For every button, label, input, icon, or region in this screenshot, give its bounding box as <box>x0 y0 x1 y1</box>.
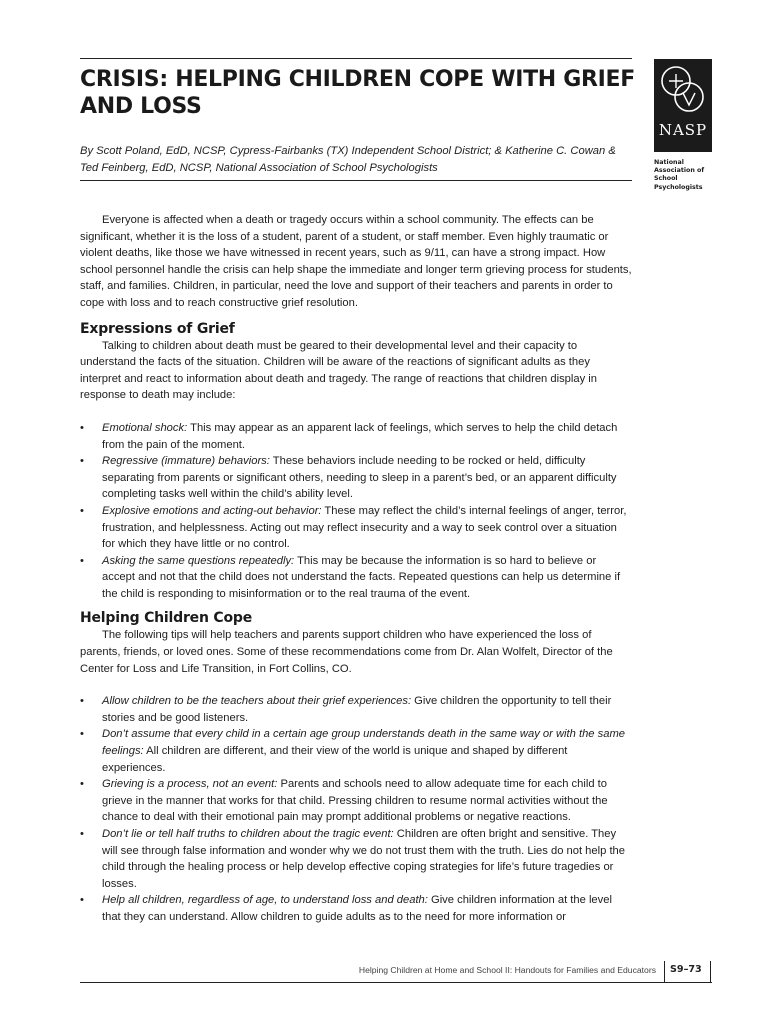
byline-line-2: Ted Feinberg, EdD, NCSP, National Association of School Psychologists <box>80 161 438 174</box>
top-rule <box>80 58 632 59</box>
footer-title: Helping Children at Home and School II: Handouts for Families and Educators <box>358 965 656 975</box>
bullet-text: These behaviors include needing to be rocked or held, difficulty separating from parents or significant others, needing to sleep in a parent’s bed, or an apparent difficulty completing tasks well within the child’s ability level. <box>102 455 617 501</box>
bullet-term: Regressive (immature) behaviors: <box>102 455 270 468</box>
bullet-text: These may reflect the child’s internal feelings of anger, terror, frustration, and helplessness. Acting out may reflect insecurity and a way to seek control over a situation for which they have little or no control. <box>102 504 627 551</box>
logo-emblem-icon <box>654 59 712 121</box>
byline <box>80 143 640 176</box>
org-line: Association of <box>654 167 705 175</box>
bullet-text: Children are often bright and sensitive. They will see through false information and wonder why we do not trust them with the truth. Lies do not help the child through the healing process or help develop effective coping strategies for life’s future tragedies or losses. <box>102 828 625 890</box>
list-item: • Allow children to be the teachers about their grief experiences: Give children the opportunity to tell their stories and be good listeners. <box>80 695 612 724</box>
section-heading-expressions: Expressions of Grief <box>80 320 235 337</box>
section2-intro: The following tips will help teachers and parents support children who have experienced the loss of parents, friends, or loved ones. Some of these recommendations come from Dr. Alan Wolfelt, Director of the Center for Loss and Life Transition, in Fort Collins, CO. <box>80 629 613 675</box>
bullet-term: Don’t assume that every child in a certain age group understands death in the same way or with the same feelings: <box>102 728 625 758</box>
bullet-term: Asking the same questions repeatedly: <box>102 554 295 567</box>
bullet-term: Grieving is a process, not an event: <box>102 778 278 791</box>
bullet-text: Give children the opportunity to tell their stories and be good listeners. <box>102 695 612 724</box>
bullet-term: Allow children to be the teachers about their grief experiences: <box>102 695 412 708</box>
organization-name <box>654 159 754 192</box>
byline-line-1: By Scott Poland, EdD, NCSP, Cypress-Fairbanks (TX) Independent School District; & Katherine C. Cowan & <box>80 145 616 157</box>
header-bottom-rule <box>80 180 632 181</box>
list-item: • Help all children, regardless of age, to understand loss and death: Give children information at the level that they can understand. Allow children to guide adults as to the need for more information or <box>80 894 612 923</box>
coping-tips-list <box>80 693 632 925</box>
org-line: Psychologists <box>654 183 703 191</box>
org-line: National <box>654 159 684 166</box>
logo-wordmark: NASP <box>658 121 708 139</box>
footer-box-edge <box>710 961 711 983</box>
list-item: • Emotional shock: This may appear as an apparent lack of feelings, which serves to help the child detach from the pain of the moment. <box>80 421 618 451</box>
list-item: • Asking the same questions repeatedly: This may be because the information is so hard to believe or accept and not that the child does not understand the facts. Repeated questions can help us determine if the child is responding to misinformation or to the real trauma of the event. <box>80 554 621 600</box>
section1-intro: Talking to children about death must be geared to their developmental level and their capacity to understand the facts of the situation. Children will be aware of the reactions of significant adults as they interpret and react to information about death and tragedy. The range of reactions that children display in response to death may include: <box>80 339 598 402</box>
page-number: S9–73 <box>670 964 702 975</box>
footer-separator <box>664 961 665 983</box>
bullet-text: This may appear as an apparent lack of feelings, which serves to help the child detach from the pain of the moment. <box>102 421 618 451</box>
intro-paragraph: Everyone is affected when a death or tragedy occurs within a school community. The effects can be significant, whether it is the loss of a student, parent of a student, or staff member. Even highly traumatic or violent deaths, like those we have witnessed in recent years, such as 9/11, can have a strong impact. How school personnel handle the crisis can help shape the immediate and longer term grieving process for students, staff, and families. Children, in particular, need the love and support of their teachers and parents in order to cope with loss and to reach constructive grief resolution. <box>80 214 632 309</box>
section-heading-helping: Helping Children Cope <box>80 610 253 627</box>
nasp-logo <box>654 59 712 152</box>
bullet-text: Give children information at the level that they can understand. Allow children to guide adults as to the need for more information or <box>102 894 612 923</box>
bullet-text: This may be because the information is so hard to believe or accept and not that the child does not understand the facts. Repeated questions can help us determine if the child is responding to misinformation or to the real trauma of the event. <box>102 554 621 600</box>
list-item: • Don’t lie or tell half truths to children about the tragic event: Children are often bright and sensitive. They will see through false information and wonder why we do not trust them with the truth. Lies do not help the child through the healing process or help develop effective coping strategies for life’s future tragedies or losses. <box>80 828 625 890</box>
footer-rule <box>80 982 712 983</box>
bullet-term: Explosive emotions and acting-out behavior: <box>102 504 322 517</box>
article-body <box>80 212 632 926</box>
list-item: • Don’t assume that every child in a certain age group understands death in the same way or with the same feelings: All children are different, and their view of the world is unique and shaped by different experiences. <box>80 728 625 774</box>
bullet-text: All children are different, and their view of the world is unique and shaped by different experiences. <box>102 745 568 774</box>
list-item: • Grieving is a process, not an event: Parents and schools need to allow adequate time for each child to grieve in the manner that works for that child. Pressing children to resume normal activities without the chance to deal with their emotional pain may prompt additional problems or negative reactions. <box>80 778 608 824</box>
org-line: School <box>654 175 678 183</box>
bullet-term: Emotional shock: <box>102 421 188 434</box>
list-item: • Explosive emotions and acting-out behavior: These may reflect the child’s internal feelings of anger, terror, frustration, and helplessness. Acting out may reflect insecurity and a way to seek control over a situation for which they have little or no control. <box>80 504 627 551</box>
page-title: CRISIS: HELPING CHILDREN COPE WITH GRIEF AND LOSS <box>80 67 635 119</box>
bullet-term: Help all children, regardless of age, to understand loss and death: <box>102 894 428 907</box>
grief-reactions-list <box>80 420 632 603</box>
list-item: • Regressive (immature) behaviors: These behaviors include needing to be rocked or held, difficulty separating from parents or significant others, needing to sleep in a parent’s bed, or an apparent difficulty completing tasks well within the child’s ability level. <box>80 455 617 501</box>
bullet-text: Parents and schools need to allow adequate time for each child to grieve in the manner that works for that child. Pressing children to resume normal activities without the chance to deal with their emotional pain may prompt additional problems or negative reactions. <box>102 778 608 824</box>
bullet-term: Don’t lie or tell half truths to children about the tragic event: <box>102 828 394 840</box>
